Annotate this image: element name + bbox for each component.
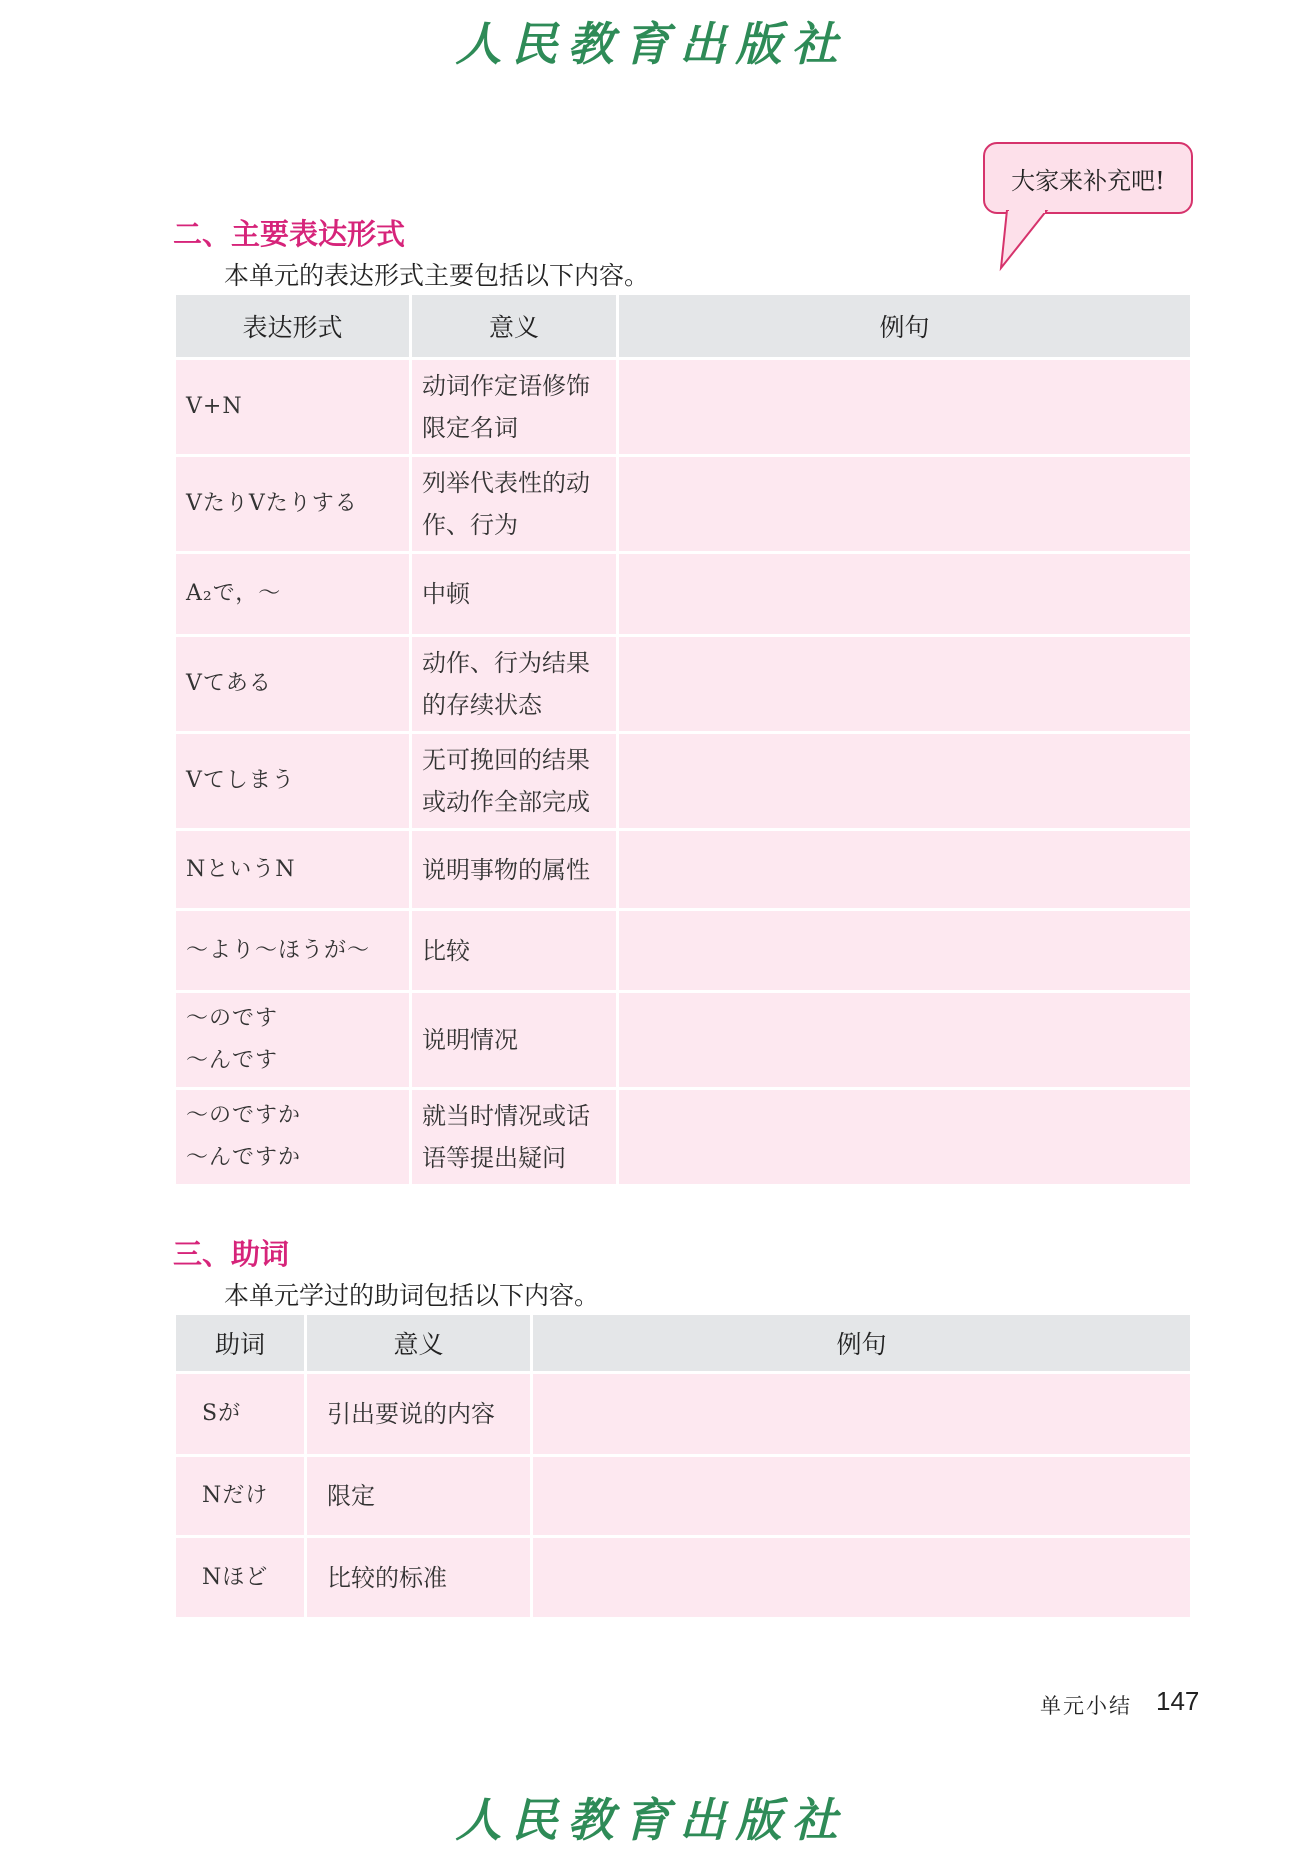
form-cell: V+N — [175, 359, 411, 456]
meaning-cell: 说明情况 — [411, 992, 618, 1089]
expression-table — [173, 292, 1193, 1187]
meaning-cell: 就当时情况或话 语等提出疑问 — [411, 1089, 618, 1186]
example-cell[interactable] — [618, 456, 1192, 553]
table-row — [175, 830, 1192, 910]
publisher-logo-top: 人民教育出版社 — [455, 17, 848, 71]
form-cell: ～のですか ～んですか — [175, 1089, 411, 1186]
particle-cell: Nだけ — [175, 1456, 306, 1537]
table-row — [175, 1373, 1192, 1456]
table-row — [175, 359, 1192, 456]
example-cell[interactable] — [618, 636, 1192, 733]
meaning-cell: 比较 — [411, 910, 618, 992]
header-example: 例句 — [532, 1314, 1192, 1373]
table-row — [175, 636, 1192, 733]
section2-intro: 本单元的表达形式主要包括以下内容。 — [224, 261, 650, 290]
meaning-cell: 列举代表性的动 作、行为 — [411, 456, 618, 553]
example-cell[interactable] — [532, 1537, 1192, 1619]
particle-cell: Nほど — [175, 1537, 306, 1619]
example-cell[interactable] — [532, 1456, 1192, 1537]
meaning-cell: 动词作定语修饰 限定名词 — [411, 359, 618, 456]
form-cell: Vてしまう — [175, 733, 411, 830]
section2-title: 二、主要表达形式 — [173, 217, 406, 251]
table-row — [175, 1537, 1192, 1619]
table-row — [175, 1089, 1192, 1186]
header-meaning: 意义 — [306, 1314, 532, 1373]
particle-cell: Sが — [175, 1373, 306, 1456]
table-row — [175, 1456, 1192, 1537]
publisher-logo-bottom: 人民教育出版社 — [455, 1793, 848, 1847]
meaning-cell: 动作、行为结果 的存续状态 — [411, 636, 618, 733]
example-cell[interactable] — [618, 1089, 1192, 1186]
meaning-cell: 引出要说的内容 — [306, 1373, 532, 1456]
header-form: 表达形式 — [175, 294, 411, 359]
meaning-cell: 限定 — [306, 1456, 532, 1537]
section3-title: 三、助词 — [173, 1237, 290, 1271]
header-meaning: 意义 — [411, 294, 618, 359]
form-cell: ～より～ほうが～ — [175, 910, 411, 992]
example-cell[interactable] — [532, 1373, 1192, 1456]
example-cell[interactable] — [618, 733, 1192, 830]
speech-bubble-tail — [995, 210, 1055, 272]
table-header-row — [175, 1314, 1192, 1373]
example-cell[interactable] — [618, 910, 1192, 992]
meaning-cell: 比较的标准 — [306, 1537, 532, 1619]
section3-intro: 本单元学过的助词包括以下内容。 — [224, 1281, 600, 1310]
meaning-cell: 中顿 — [411, 553, 618, 636]
particle-table — [173, 1312, 1193, 1620]
table-header-row — [175, 294, 1192, 359]
meaning-cell: 无可挽回的结果 或动作全部完成 — [411, 733, 618, 830]
page-number: 147 — [1156, 1686, 1200, 1716]
table-row — [175, 733, 1192, 830]
example-cell[interactable] — [618, 553, 1192, 636]
table-row — [175, 553, 1192, 636]
unit-summary-label: 单元小结 — [1040, 1694, 1132, 1718]
form-cell: NというN — [175, 830, 411, 910]
example-cell[interactable] — [618, 992, 1192, 1089]
table-row — [175, 992, 1192, 1089]
example-cell[interactable] — [618, 830, 1192, 910]
table-row — [175, 910, 1192, 992]
example-cell[interactable] — [618, 359, 1192, 456]
form-cell: ～のです ～んです — [175, 992, 411, 1089]
speech-bubble-text: 大家来补充吧! — [1011, 166, 1165, 195]
meaning-cell: 说明事物的属性 — [411, 830, 618, 910]
table-row — [175, 456, 1192, 553]
form-cell: VたりVたりする — [175, 456, 411, 553]
header-example: 例句 — [618, 294, 1192, 359]
header-particle: 助词 — [175, 1314, 306, 1373]
form-cell: A₂で，～ — [175, 553, 411, 636]
speech-bubble — [983, 142, 1193, 214]
form-cell: Vてある — [175, 636, 411, 733]
